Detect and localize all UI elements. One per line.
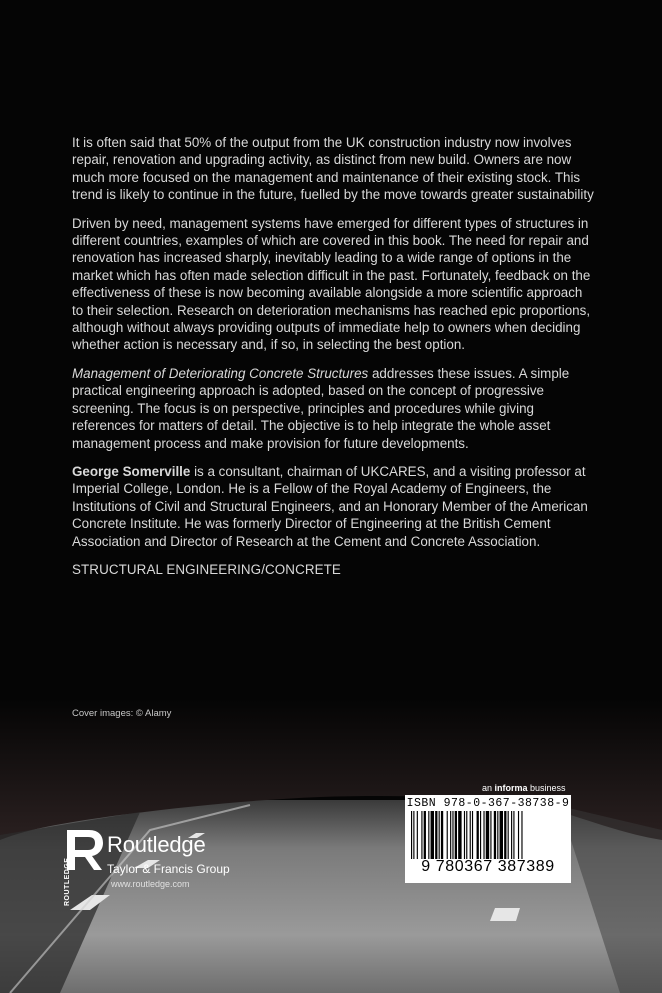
blurb-paragraph bbox=[72, 365, 596, 452]
barcode-bar bbox=[455, 811, 457, 859]
barcode-bar bbox=[417, 811, 418, 859]
subject-category: STRUCTURAL ENGINEERING/CONCRETE bbox=[72, 561, 341, 577]
barcode-bar bbox=[447, 811, 448, 859]
author-bio bbox=[72, 463, 596, 550]
cover-credits: Cover images: © Alamy bbox=[72, 708, 172, 719]
barcode-bar bbox=[413, 811, 414, 859]
barcode-bar bbox=[494, 811, 496, 859]
barcode-bar bbox=[486, 811, 489, 859]
barcode-bar bbox=[480, 811, 481, 859]
isbn-barcode-box bbox=[405, 795, 571, 883]
author-name: George Somerville bbox=[72, 463, 191, 479]
barcode-bar bbox=[504, 811, 506, 859]
barcode-bar bbox=[424, 811, 426, 859]
informa-brand: informa bbox=[494, 783, 528, 793]
barcode-bar bbox=[518, 811, 519, 859]
barcode-bar bbox=[511, 811, 512, 859]
publisher-url: www.routledge.com bbox=[111, 879, 190, 889]
barcode-bar bbox=[472, 811, 473, 859]
informa-tagline bbox=[482, 783, 566, 793]
logo-vertical-text: ROUTLEDGE bbox=[64, 857, 71, 906]
barcode-bar bbox=[464, 811, 465, 859]
blurb bbox=[72, 134, 596, 589]
barcode-bar bbox=[439, 811, 440, 859]
barcode-bar bbox=[508, 811, 509, 859]
barcode-bar bbox=[483, 811, 484, 859]
barcode bbox=[411, 811, 565, 859]
barcode-bar bbox=[490, 811, 491, 859]
isbn-text: ISBN 978-0-367-38738-9 bbox=[406, 797, 570, 810]
barcode-bar bbox=[428, 811, 429, 859]
barcode-bar bbox=[500, 811, 503, 859]
barcode-bar bbox=[450, 811, 451, 859]
blurb-paragraph: Driven by need, management systems have emerged for different types of structures in different countries, examples of which are covered in this book. The need for repair and renovation has increased sharply, inevitably leading to a wide range of options in the market which has often made selection difficult in the past. Fortunately, feedback on the effectiveness of these is now becoming available alongside a more scientific approach to their selection. Research on deterioration mechanisms has reached epic proportions, although without always providing outputs of immediate help to owners when deciding whether action is necessary and, if so, in selecting the best option. bbox=[72, 215, 591, 353]
publisher-logo bbox=[63, 828, 263, 906]
blurb-text: addresses these issues. A simple practical engineering approach is adopted, based on the concept of progressive screening. The focus is on perspective, principles and procedures while giving references for matters of detail. The objective is to help integrate the whole asset management process and make provision for future developments. bbox=[72, 365, 570, 451]
barcode-bar bbox=[513, 811, 514, 859]
blurb-paragraph: It is often said that 50% of the output from the UK construction industry now involves repair, renovation and upgrading activity, as distinct from new build. Owners are now much more focused on the management and maintenance of their existing stock. This trend is likely to continue in the future, fuelled by the move towards greater sustainability bbox=[72, 135, 594, 203]
publisher-name: Routledge bbox=[107, 832, 206, 857]
publisher-group: Taylor & Francis Group bbox=[107, 862, 230, 876]
barcode-bar bbox=[435, 811, 437, 859]
informa-prefix: an bbox=[482, 783, 495, 793]
barcode-bar bbox=[411, 811, 412, 859]
book-title: Management of Deteriorating Concrete Structures bbox=[72, 365, 369, 381]
barcode-bar bbox=[470, 811, 471, 859]
author-bio-text: is a consultant, chairman of UKCARES, and a visiting professor at Imperial College, London. He is a Fellow of the Royal Academy of Engineers, the Institutions of Civil and Structural Engineers, and an Honorary Member of the American Concrete Institute. He was formerly Director of Engineering at the British Cement Association and Director of Research at the Cement and Concrete Association. bbox=[72, 463, 588, 549]
barcode-bar bbox=[521, 811, 522, 859]
barcode-bar bbox=[431, 811, 434, 859]
barcode-digits: 9 780367 387389 bbox=[421, 858, 555, 875]
barcode-bar bbox=[441, 811, 443, 859]
barcode-bar bbox=[458, 811, 461, 859]
barcode-bar bbox=[452, 811, 453, 859]
barcode-bar bbox=[477, 811, 479, 859]
informa-suffix: business bbox=[527, 783, 566, 793]
barcode-bar bbox=[497, 811, 498, 859]
barcode-bar bbox=[466, 811, 467, 859]
barcode-bar bbox=[421, 811, 422, 859]
